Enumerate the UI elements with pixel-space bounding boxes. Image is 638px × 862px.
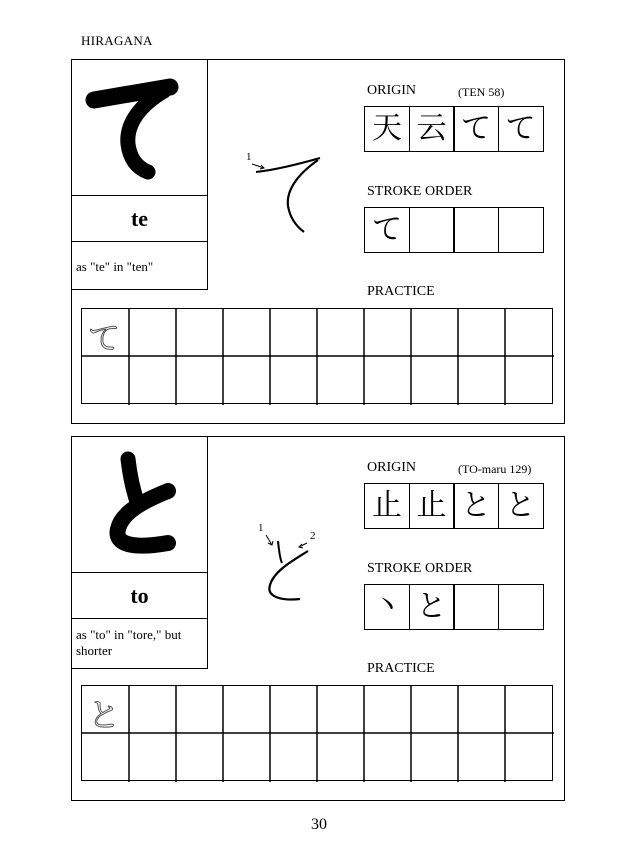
practice-grid xyxy=(81,308,553,404)
big-kana-box xyxy=(72,60,208,196)
practice-grid xyxy=(81,685,553,781)
stroke-number-2: 2 xyxy=(310,530,316,542)
stroke-order-cell xyxy=(498,584,544,630)
origin-label: ORIGIN xyxy=(367,83,416,98)
practice-trace-char: と xyxy=(88,696,121,734)
stroke-order-char: て xyxy=(372,212,402,247)
origin-char: 天 xyxy=(372,111,402,146)
practice-label: PRACTICE xyxy=(367,284,435,299)
big-kana-glyph xyxy=(72,437,208,573)
origin-cell xyxy=(453,483,499,529)
stroke-order-cell xyxy=(364,207,410,253)
origin-cell xyxy=(453,106,499,152)
origin-label: ORIGIN xyxy=(367,460,416,475)
origin-reference: (TEN 58) xyxy=(458,85,505,99)
pronunciation-note: as "to" in "tore," but shorter xyxy=(72,619,208,669)
stroke-order-cell xyxy=(453,207,499,253)
origin-reference: (TO-maru 129) xyxy=(458,462,532,476)
page-header: HIRAGANA xyxy=(81,33,153,48)
origin-char: 止 xyxy=(416,488,447,523)
practice-grid-lines xyxy=(82,686,554,782)
origin-char: と xyxy=(505,488,536,523)
origin-row xyxy=(364,483,544,529)
stroke-order-row xyxy=(364,207,544,253)
origin-char: と xyxy=(461,488,491,523)
origin-char: 云 xyxy=(416,111,447,146)
stroke-diagram xyxy=(252,521,352,631)
practice-grid-lines xyxy=(82,309,554,405)
origin-cell xyxy=(409,483,455,529)
origin-cell xyxy=(364,483,410,529)
origin-cell xyxy=(364,106,410,152)
stroke-order-cell xyxy=(364,584,410,630)
stroke-order-cell xyxy=(453,584,499,630)
big-kana-box xyxy=(72,437,208,573)
stroke-order-label: STROKE ORDER xyxy=(367,561,473,576)
romaji-label: te xyxy=(72,196,208,242)
stroke-order-char: と xyxy=(416,589,447,624)
kana-card-to xyxy=(71,436,565,801)
practice-trace-char: て xyxy=(88,319,121,357)
origin-cell xyxy=(498,483,544,529)
stroke-number-1: 1 xyxy=(246,151,252,163)
romaji-label: to xyxy=(72,573,208,619)
stroke-order-char: 丶 xyxy=(372,589,402,624)
origin-char: て xyxy=(461,111,491,146)
origin-char: て xyxy=(505,111,536,146)
big-kana-glyph xyxy=(72,60,208,196)
stroke-order-cell xyxy=(409,584,455,630)
stroke-order-cell xyxy=(498,207,544,253)
stroke-order-label: STROKE ORDER xyxy=(367,184,473,199)
page-number: 30 xyxy=(311,816,327,833)
stroke-number-1: 1 xyxy=(258,522,264,534)
practice-label: PRACTICE xyxy=(367,661,435,676)
stroke-order-row xyxy=(364,584,544,630)
origin-row xyxy=(364,106,544,152)
stroke-order-cell xyxy=(409,207,455,253)
origin-cell xyxy=(498,106,544,152)
origin-char: 止 xyxy=(372,488,402,523)
stroke-diagram xyxy=(240,148,340,258)
pronunciation-note: as "te" in "ten" xyxy=(72,242,208,290)
origin-cell xyxy=(409,106,455,152)
kana-card-te xyxy=(71,59,565,424)
